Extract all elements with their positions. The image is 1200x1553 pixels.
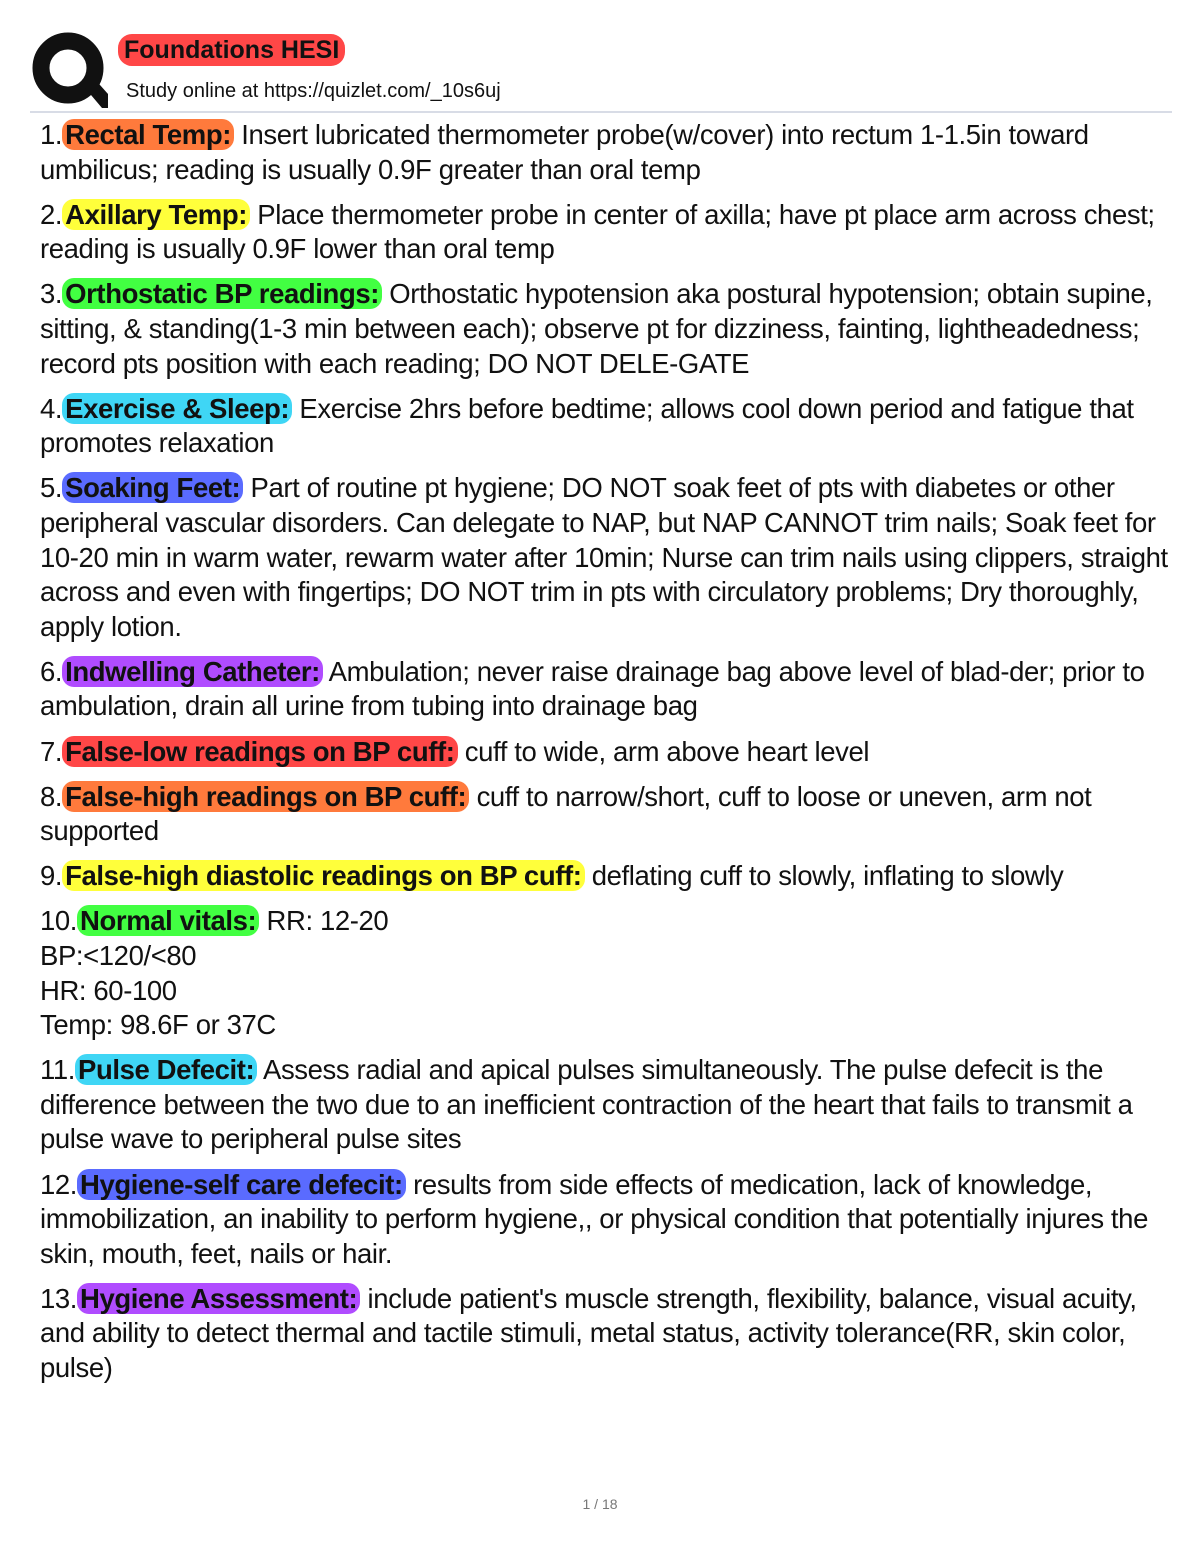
flashcard-item (40, 1282, 1170, 1386)
highlighted-term: Rectal Temp: (62, 119, 234, 150)
item-number: 4. (40, 392, 63, 424)
item-definition: results from side effects of medication, lack of knowledge, immobilization, an inability to perform hygiene,, or physical condition that potentially injures the skin, mouth, feet, nails or hair. (40, 1168, 1148, 1269)
flashcard-list (40, 118, 1170, 1396)
item-definition: Part of routine pt hygiene; DO NOT soak feet of pts with diabetes or other peripheral vascular disorders. Can delegate to NAP, but NAP CANNOT trim nails; Soak feet for 10-20 min in warm water, rewarm water after 10min; Nurse can trim nails using clippers, straight across and even with fingertips; DO NOT trim in pts with circulatory problems; Dry thoroughly, apply lotion. (40, 472, 1168, 642)
flashcard-item (40, 392, 1170, 461)
highlighted-term: Indwelling Catheter: (62, 656, 323, 687)
item-number: 2. (40, 198, 63, 230)
flashcard-item (40, 1053, 1170, 1157)
item-definition: Insert lubricated thermometer probe(w/cover) into rectum 1-1.5in toward umbilicus; reading is usually 0.9F greater than oral temp (40, 119, 1089, 185)
item-number: 3. (40, 278, 63, 310)
item-definition-line: RR: 12-20 (266, 905, 389, 937)
item-definition-line: HR: 60-100 (40, 974, 177, 1006)
item-number: 9. (40, 860, 63, 892)
flashcard-item (40, 1168, 1170, 1272)
item-definition-line: Temp: 98.6F or 37C (40, 1009, 276, 1041)
item-number: 10. (40, 905, 78, 937)
flashcard-item (40, 780, 1170, 849)
flashcard-item (40, 198, 1170, 267)
highlighted-term: Axillary Temp: (62, 199, 250, 230)
document-title: Foundations HESI (118, 34, 345, 66)
flashcard-item (40, 277, 1170, 381)
item-definition: Exercise 2hrs before bedtime; allows cool down period and fatigue that promotes relaxation (40, 392, 1134, 459)
header-divider (30, 111, 1172, 113)
highlighted-term: Orthostatic BP readings: (62, 278, 382, 309)
item-number: 6. (40, 655, 63, 687)
flashcard-item (40, 904, 1170, 1042)
highlighted-term: Hygiene-self care defecit: (77, 1169, 406, 1200)
highlighted-term: Normal vitals: (77, 905, 259, 936)
highlighted-term: Hygiene Assessment: (77, 1283, 360, 1314)
item-definition: cuff to wide, arm above heart level (464, 735, 870, 767)
page-number: 1 / 18 (582, 1496, 618, 1512)
item-number: 1. (40, 119, 63, 150)
item-definition: cuff to narrow/short, cuff to loose or uneven, arm not supported (40, 780, 1092, 847)
item-definition: deflating cuff to slowly, inflating to slowly (591, 860, 1064, 892)
item-definition: Assess radial and apical pulses simultaneously. The pulse defecit is the difference between the two due to an inefficient contraction of the heart that fails to transmit a pulse wave to peripheral pulse sites (40, 1054, 1133, 1155)
study-online-link[interactable]: Study online at https://quizlet.com/_10s6uj (126, 80, 501, 102)
item-number: 11. (40, 1054, 75, 1086)
item-number: 7. (40, 735, 63, 767)
highlighted-term: Exercise & Sleep: (62, 393, 292, 424)
flashcard-item (40, 655, 1170, 724)
highlighted-term: False-high readings on BP cuff: (62, 781, 469, 812)
highlighted-term: Soaking Feet: (62, 472, 243, 503)
flashcard-item (40, 471, 1170, 644)
highlighted-term: False-high diastolic readings on BP cuff: (62, 860, 584, 891)
item-definition: Place thermometer probe in center of axilla; have pt place arm across chest; reading is usually 0.9F lower than oral temp (40, 198, 1155, 265)
item-definition: include patient's muscle strength, flexibility, balance, visual acuity, and ability to detect thermal and tactile stimuli, metal status, activity tolerance(RR, skin color, pulse) (40, 1282, 1137, 1383)
document-header (30, 28, 1172, 112)
item-definition: Ambulation; never raise drainage bag above level of blad-der; prior to ambulation, drain all urine from tubing into drainage bag (40, 655, 1145, 722)
highlighted-term: Pulse Defecit: (75, 1054, 257, 1085)
item-number: 13. (40, 1282, 78, 1314)
flashcard-item (40, 735, 1170, 770)
item-definition-line: BP:<120/<80 (40, 939, 197, 971)
item-number: 8. (40, 780, 63, 812)
flashcard-item (40, 118, 1170, 187)
flashcard-item (40, 859, 1170, 894)
item-definition: Orthostatic hypotension aka postural hypotension; obtain supine, sitting, & standing(1-3 min between each); observe pt for dizziness, fainting, lightheadedness; record pts position with each reading; DO NOT DELE-GATE (40, 278, 1153, 379)
quizlet-q-logo-icon (30, 30, 110, 110)
item-number: 5. (40, 472, 63, 504)
item-number: 12. (40, 1168, 78, 1200)
highlighted-term: False-low readings on BP cuff: (62, 736, 457, 767)
